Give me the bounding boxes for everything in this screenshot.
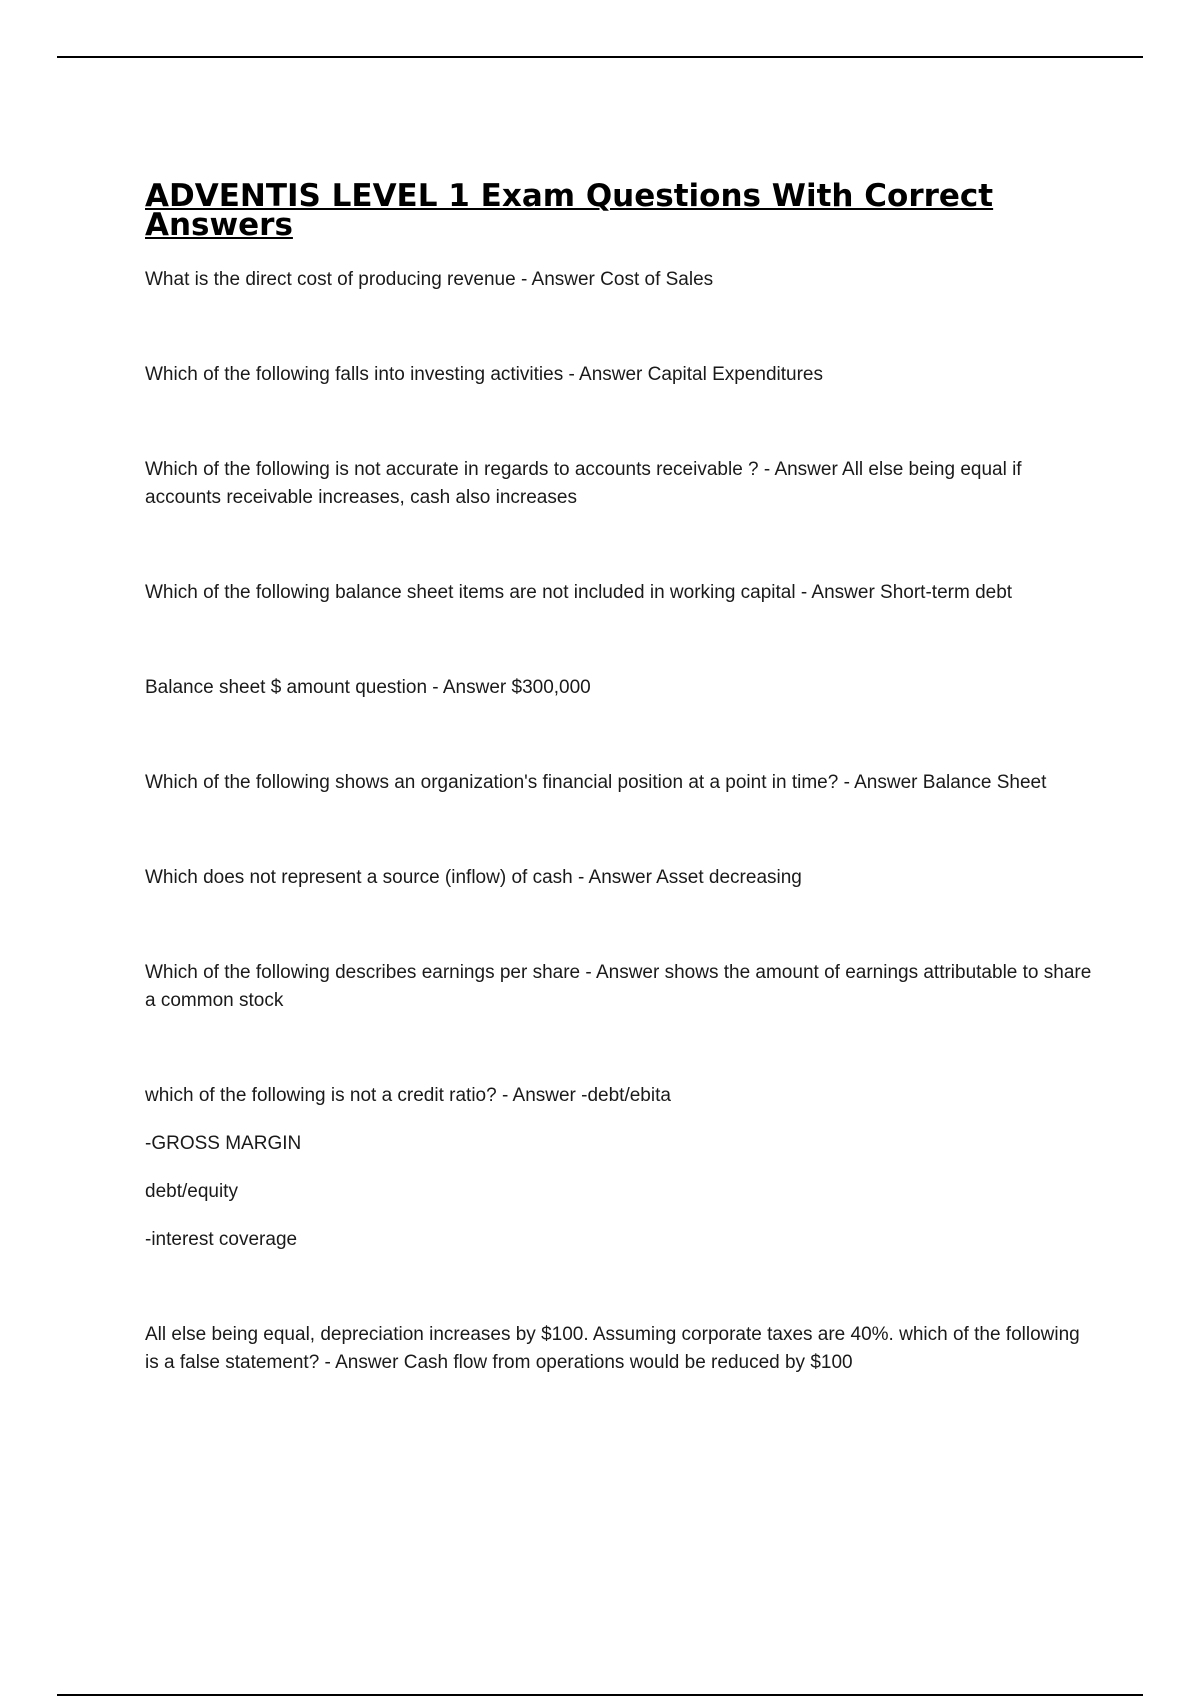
qa-item: Which of the following balance sheet items are not included in working capital - Answer Short-term debt [145,582,1013,603]
qa-item: What is the direct cost of producing revenue - Answer Cost of Sales [145,269,714,290]
credit-ratio-option: debt/equity [145,1181,238,1202]
document-content [145,178,1097,1377]
qa-item: Which of the following describes earnings per share - Answer shows the amount of earnings attributable to share a common stock [145,962,1097,1011]
qa-item-credit-ratio: which of the following is not a credit ratio? - Answer -debt/ebita [145,1085,671,1106]
credit-ratio-option: -interest coverage [145,1229,298,1250]
header-rule [57,56,1143,58]
qa-item: Balance sheet $ amount question - Answer $300,000 [145,677,591,698]
credit-ratio-option: -GROSS MARGIN [145,1133,302,1154]
footer-rule [57,1694,1143,1696]
document-title-text: ADVENTIS LEVEL 1 Exam Questions With Correct Answers [145,178,994,243]
qa-item: Which of the following is not accurate in regards to accounts receivable ? - Answer All else being equal if accounts receivable increases, cash also increases [145,459,1027,508]
qa-item: Which of the following shows an organization's financial position at a point in time? - Answer Balance Sheet [145,772,1047,793]
qa-item: Which does not represent a source (inflow) of cash - Answer Asset decreasing [145,867,802,888]
qa-item-depreciation: All else being equal, depreciation increases by $100. Assuming corporate taxes are 40%. which of the following is a false statement? - Answer Cash flow from operations would be reduced by $100 [145,1324,1086,1373]
qa-list [145,266,1095,1377]
qa-item: Which of the following falls into investing activities - Answer Capital Expenditures [145,364,823,385]
document-title [145,178,1095,243]
